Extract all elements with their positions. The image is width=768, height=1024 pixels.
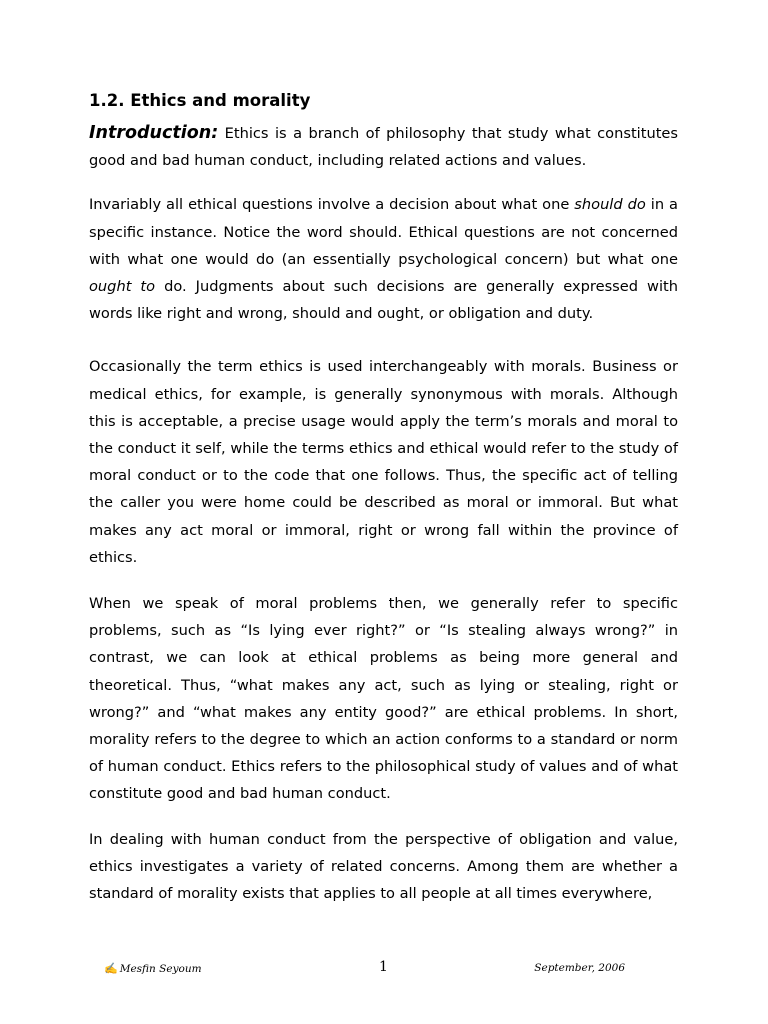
page-footer: [0, 958, 768, 980]
paragraph-text: Invariably all ethical questions involve a decision about what one: [89, 196, 575, 214]
emphasis-ought-to: ought to: [89, 278, 156, 296]
section-title: 1.2. Ethics and morality: [89, 91, 311, 110]
paragraph-human-conduct: In dealing with human conduct from the perspective of obligation and value, ethics investigates a variety of related concerns. Among them are whether a standard of morality exists that applies to all people at all times everywhere,: [89, 830, 678, 903]
intro-label: Introduction:: [89, 123, 219, 143]
paragraph-ethics-morals: Occasionally the term ethics is used interchangeably with morals. Business or medical ethics, for example, is generally synonymous with morals. Although this is acceptable, a precise usage would apply the term’s morals and moral to the conduct it self, while the terms ethics and ethical would refer to the study of moral conduct or to the code that one follows. Thus, the specific act of telling the caller you were home could be described as moral or immoral. But what makes any act moral or immoral, right or wrong fall within the province of ethics.: [89, 358, 678, 566]
paragraph-should-do: [89, 191, 678, 327]
page-number: 1: [379, 959, 388, 975]
pen-icon: ✍: [104, 962, 118, 975]
intro-paragraph: [89, 120, 678, 174]
paragraph-text: do. Judgments about such decisions are generally expressed with words like right and wrong, should and ought, or obligation and duty.: [89, 278, 678, 323]
paragraph-moral-problems: When we speak of moral problems then, we generally refer to specific problems, such as “Is lying ever right?” or “Is stealing always wrong?” in contrast, we can look at ethical problems as being more general and theoretical. Thus, “what makes any act, such as lying or stealing, right or wrong?” and “what makes any entity good?” are ethical problems. In short, morality refers to the degree to which an action conforms to a standard or norm of human conduct. Ethics refers to the philosophical study of values and of what constitute good and bad human conduct.: [89, 595, 678, 803]
paragraph-text: in a specific instance. Notice the word should. Ethical questions are not concerned with what one would do (an essentially psychological concern) but what one: [89, 196, 678, 268]
page-body: [89, 88, 678, 907]
author-name: Mesfin Seyoum: [119, 963, 202, 975]
footer-author: [104, 962, 202, 975]
intro-text: Ethics is a branch of philosophy that study what constitutes good and bad human conduct, including related actions and values.: [89, 125, 678, 170]
footer-date: September, 2006: [534, 962, 625, 974]
emphasis-should-do: should do: [574, 196, 646, 214]
